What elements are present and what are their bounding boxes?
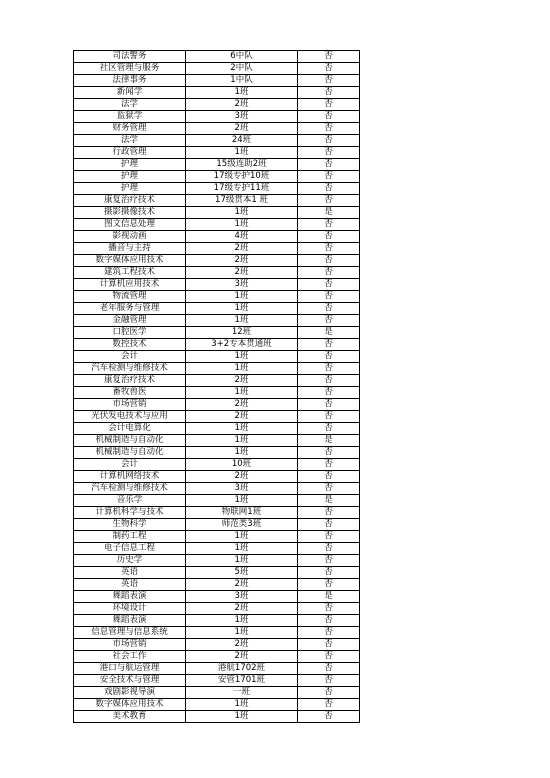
status-cell: 否: [298, 519, 360, 531]
table-row: [74, 159, 360, 171]
status-cell: 是: [298, 591, 360, 603]
table-row: [74, 315, 360, 327]
status-cell: 否: [298, 75, 360, 87]
status-cell: 是: [298, 495, 360, 507]
class-cell: 1班: [186, 555, 298, 567]
class-cell: 17级专护10班: [186, 171, 298, 183]
table-row: [74, 267, 360, 279]
major-cell: 舞蹈表演: [74, 615, 186, 627]
status-cell: 否: [298, 291, 360, 303]
class-cell: 2班: [186, 651, 298, 663]
major-cell: 计算机网络技术: [74, 471, 186, 483]
status-cell: 否: [298, 615, 360, 627]
major-cell: 法学: [74, 135, 186, 147]
table-row: [74, 663, 360, 675]
table-row: [74, 507, 360, 519]
major-cell: 摄影摄像技术: [74, 207, 186, 219]
status-cell: 否: [298, 675, 360, 687]
table-row: [74, 291, 360, 303]
class-cell: 24班: [186, 135, 298, 147]
class-cell: 1班: [186, 423, 298, 435]
major-cell: 行政管理: [74, 147, 186, 159]
status-cell: 否: [298, 63, 360, 75]
table-row: [74, 351, 360, 363]
major-cell: 历史学: [74, 555, 186, 567]
major-cell: 护理: [74, 159, 186, 171]
status-cell: 否: [298, 447, 360, 459]
status-cell: 否: [298, 147, 360, 159]
major-cell: 建筑工程技术: [74, 267, 186, 279]
class-cell: 师范类3班: [186, 519, 298, 531]
table-row: [74, 327, 360, 339]
major-cell: 新闻学: [74, 87, 186, 99]
major-cell: 计算机应用技术: [74, 279, 186, 291]
table-row: [74, 495, 360, 507]
table-row: [74, 303, 360, 315]
major-cell: 法律事务: [74, 75, 186, 87]
table-row: [74, 639, 360, 651]
table-row: [74, 147, 360, 159]
class-cell: 1班: [186, 207, 298, 219]
table-row: [74, 195, 360, 207]
table-row: [74, 651, 360, 663]
table-row: [74, 171, 360, 183]
class-cell: 物联网1班: [186, 507, 298, 519]
table-row: [74, 699, 360, 711]
major-cell: 老年服务与管理: [74, 303, 186, 315]
major-cell: 制药工程: [74, 531, 186, 543]
table-row: [74, 51, 360, 63]
major-cell: 社会工作: [74, 651, 186, 663]
table-row: [74, 231, 360, 243]
class-cell: 12班: [186, 327, 298, 339]
status-cell: 否: [298, 531, 360, 543]
status-cell: 否: [298, 279, 360, 291]
status-cell: 否: [298, 471, 360, 483]
major-cell: 护理: [74, 171, 186, 183]
major-cell: 数字媒体应用技术: [74, 699, 186, 711]
major-cell: 数控技术: [74, 339, 186, 351]
major-cell: 图文信息处理: [74, 219, 186, 231]
major-cell: 音乐学: [74, 495, 186, 507]
status-cell: 否: [298, 243, 360, 255]
major-cell: 金融管理: [74, 315, 186, 327]
status-cell: 否: [298, 687, 360, 699]
status-cell: 是: [298, 435, 360, 447]
major-cell: 会计电算化: [74, 423, 186, 435]
major-cell: 畜牧兽医: [74, 387, 186, 399]
status-cell: 否: [298, 459, 360, 471]
class-cell: 17级贯本1 班: [186, 195, 298, 207]
class-cell: 1班: [186, 435, 298, 447]
major-cell: 环境设计: [74, 603, 186, 615]
class-cell: 1中队: [186, 75, 298, 87]
table-row: [74, 123, 360, 135]
major-cell: 英语: [74, 579, 186, 591]
status-cell: 否: [298, 195, 360, 207]
status-cell: 否: [298, 363, 360, 375]
major-cell: 安全技术与管理: [74, 675, 186, 687]
major-cell: 市场营销: [74, 639, 186, 651]
class-cell: 2班: [186, 255, 298, 267]
status-cell: 否: [298, 627, 360, 639]
class-cell: 2班: [186, 603, 298, 615]
major-cell: 监狱学: [74, 111, 186, 123]
class-cell: 1班: [186, 627, 298, 639]
table-row: [74, 603, 360, 615]
status-cell: 否: [298, 651, 360, 663]
class-cell: 1班: [186, 219, 298, 231]
status-cell: 否: [298, 123, 360, 135]
table-row: [74, 459, 360, 471]
table-row: [74, 687, 360, 699]
class-cell: 5班: [186, 567, 298, 579]
status-cell: 否: [298, 135, 360, 147]
class-cell: 2班: [186, 579, 298, 591]
class-cell: 2班: [186, 639, 298, 651]
table-row: [74, 243, 360, 255]
major-cell: 财务管理: [74, 123, 186, 135]
table-row: [74, 555, 360, 567]
table-row: [74, 279, 360, 291]
class-cell: 2班: [186, 99, 298, 111]
status-cell: 是: [298, 207, 360, 219]
class-cell: 1班: [186, 147, 298, 159]
major-cell: 社区管理与服务: [74, 63, 186, 75]
table-row: [74, 531, 360, 543]
class-cell: 1班: [186, 543, 298, 555]
class-cell: 1班: [186, 531, 298, 543]
table-row: [74, 423, 360, 435]
table-row: [74, 219, 360, 231]
table-row: [74, 519, 360, 531]
major-cell: 信息管理与信息系统: [74, 627, 186, 639]
status-cell: 否: [298, 267, 360, 279]
class-cell: 1班: [186, 387, 298, 399]
status-cell: 否: [298, 567, 360, 579]
class-cell: 2班: [186, 123, 298, 135]
major-cell: 汽车检测与维修技术: [74, 483, 186, 495]
major-cell: 会计: [74, 459, 186, 471]
major-cell: 法学: [74, 99, 186, 111]
table-row: [74, 87, 360, 99]
class-cell: 2班: [186, 471, 298, 483]
major-cell: 美术教育: [74, 711, 186, 723]
major-cell: 康复治疗技术: [74, 375, 186, 387]
status-cell: 否: [298, 507, 360, 519]
major-cell: 护理: [74, 183, 186, 195]
class-cell: 2班: [186, 243, 298, 255]
class-cell: 1班: [186, 363, 298, 375]
class-cell: 2班: [186, 399, 298, 411]
table-row: [74, 207, 360, 219]
class-cell: 2中队: [186, 63, 298, 75]
table-row: [74, 399, 360, 411]
major-cell: 港口与航运管理: [74, 663, 186, 675]
status-cell: 否: [298, 387, 360, 399]
status-cell: 否: [298, 351, 360, 363]
status-cell: 否: [298, 603, 360, 615]
table-row: [74, 375, 360, 387]
major-cell: 机械制造与自动化: [74, 435, 186, 447]
table-row: [74, 435, 360, 447]
status-cell: 否: [298, 699, 360, 711]
major-cell: 电子信息工程: [74, 543, 186, 555]
class-cell: 1班: [186, 711, 298, 723]
class-cell: 1班: [186, 699, 298, 711]
status-cell: 否: [298, 183, 360, 195]
table-row: [74, 99, 360, 111]
status-cell: 否: [298, 255, 360, 267]
class-cell: 1班: [186, 87, 298, 99]
table-row: [74, 567, 360, 579]
status-cell: 否: [298, 483, 360, 495]
table-row: [74, 591, 360, 603]
major-cell: 影视动画: [74, 231, 186, 243]
class-cell: 3班: [186, 483, 298, 495]
class-cell: 3+2专本贯通班: [186, 339, 298, 351]
table-row: [74, 255, 360, 267]
class-cell: 15级连助2班: [186, 159, 298, 171]
major-cell: 戏剧影视导演: [74, 687, 186, 699]
table-row: [74, 675, 360, 687]
major-cell: 数字媒体应用技术: [74, 255, 186, 267]
major-cell: 康复治疗技术: [74, 195, 186, 207]
status-cell: 否: [298, 543, 360, 555]
status-cell: 否: [298, 315, 360, 327]
status-cell: 否: [298, 711, 360, 723]
table-row: [74, 339, 360, 351]
table-row: [74, 483, 360, 495]
class-cell: 安管1701班: [186, 675, 298, 687]
class-cell: 10班: [186, 459, 298, 471]
table-row: [74, 111, 360, 123]
status-cell: 否: [298, 51, 360, 63]
major-cell: 生物科学: [74, 519, 186, 531]
class-cell: 1班: [186, 615, 298, 627]
class-cell: 1班: [186, 495, 298, 507]
class-cell: 3班: [186, 111, 298, 123]
table-row: [74, 543, 360, 555]
table-row: [74, 363, 360, 375]
major-cell: 汽车检测与维修技术: [74, 363, 186, 375]
class-cell: 2班: [186, 411, 298, 423]
class-cell: 2班: [186, 267, 298, 279]
status-cell: 否: [298, 399, 360, 411]
major-cell: 口腔医学: [74, 327, 186, 339]
class-cell: 一班: [186, 687, 298, 699]
status-cell: 否: [298, 639, 360, 651]
major-cell: 会计: [74, 351, 186, 363]
status-cell: 否: [298, 411, 360, 423]
table-row: [74, 183, 360, 195]
table-row: [74, 471, 360, 483]
status-cell: 是: [298, 327, 360, 339]
class-cell: 港航1702班: [186, 663, 298, 675]
table-body: [74, 51, 360, 723]
table-row: [74, 627, 360, 639]
major-cell: 播音与主持: [74, 243, 186, 255]
status-cell: 否: [298, 423, 360, 435]
table-row: [74, 615, 360, 627]
table-row: [74, 447, 360, 459]
major-cell: 物流管理: [74, 291, 186, 303]
class-table: [73, 50, 360, 723]
status-cell: 否: [298, 87, 360, 99]
table-row: [74, 135, 360, 147]
status-cell: 否: [298, 159, 360, 171]
class-cell: 17级专护11班: [186, 183, 298, 195]
status-cell: 否: [298, 663, 360, 675]
class-cell: 1班: [186, 351, 298, 363]
class-cell: 3班: [186, 279, 298, 291]
class-cell: 1班: [186, 315, 298, 327]
class-cell: 3班: [186, 591, 298, 603]
table-row: [74, 579, 360, 591]
table-row: [74, 75, 360, 87]
major-cell: 计算机科学与技术: [74, 507, 186, 519]
status-cell: 否: [298, 219, 360, 231]
major-cell: 光伏发电技术与应用: [74, 411, 186, 423]
status-cell: 否: [298, 111, 360, 123]
status-cell: 否: [298, 231, 360, 243]
class-cell: 1班: [186, 447, 298, 459]
table-row: [74, 411, 360, 423]
major-cell: 机械制造与自动化: [74, 447, 186, 459]
status-cell: 否: [298, 303, 360, 315]
class-cell: 2班: [186, 375, 298, 387]
class-cell: 6中队: [186, 51, 298, 63]
status-cell: 否: [298, 339, 360, 351]
table-row: [74, 711, 360, 723]
major-cell: 舞蹈表演: [74, 591, 186, 603]
status-cell: 否: [298, 579, 360, 591]
class-cell: 1班: [186, 291, 298, 303]
status-cell: 否: [298, 555, 360, 567]
class-cell: 4班: [186, 231, 298, 243]
status-cell: 否: [298, 171, 360, 183]
status-cell: 否: [298, 99, 360, 111]
major-cell: 英语: [74, 567, 186, 579]
table-row: [74, 387, 360, 399]
class-cell: 1班: [186, 303, 298, 315]
status-cell: 否: [298, 375, 360, 387]
major-cell: 司法警务: [74, 51, 186, 63]
table-row: [74, 63, 360, 75]
major-cell: 市场营销: [74, 399, 186, 411]
